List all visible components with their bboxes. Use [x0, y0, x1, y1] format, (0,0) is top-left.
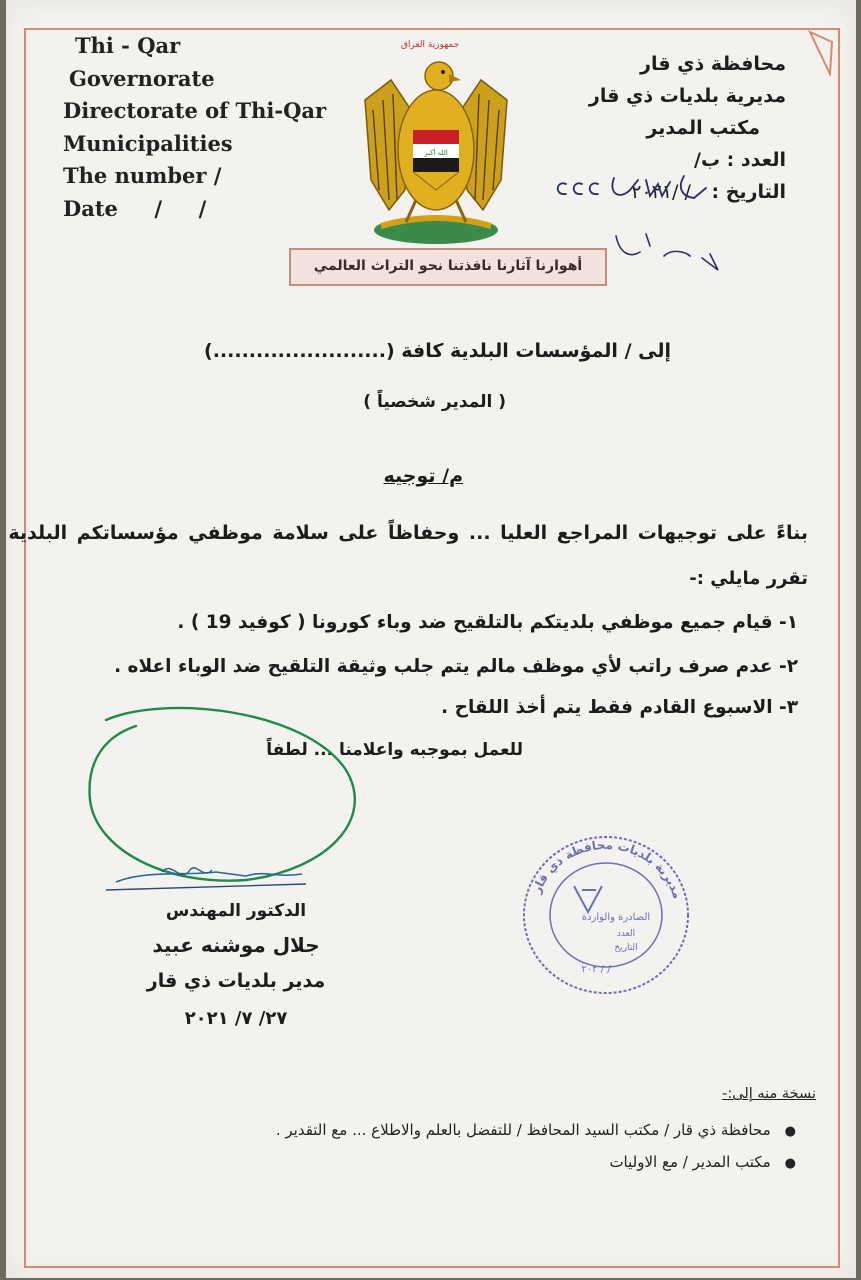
stamp-inner-text: الصادرة والواردة	[581, 912, 651, 923]
signatory-title: الدكتور المهندس	[165, 901, 307, 921]
en-header-line: Date / /	[63, 195, 207, 221]
list-item	[276, 1147, 796, 1179]
office-name: مكتب المدير	[646, 117, 760, 139]
governorate-name: محافظة ذي قار	[640, 53, 786, 75]
list-item	[276, 1115, 796, 1147]
handwritten-number	[546, 170, 716, 210]
recipient-line: إلى / المؤسسات البلدية كافة (........................)	[204, 340, 671, 362]
copies-list	[276, 1115, 796, 1179]
directive-item-3: ٣- الاسبوع القادم فقط يتم أخذ اللقاح .	[441, 697, 798, 718]
directorate-name: مديرية بلديات ذي قار	[588, 85, 786, 107]
body-paragraph-line-1: بناءً على توجيهات المراجع العليا ... وحفاظاً على سلامة موظفي مؤسساتكم البلدية	[8, 522, 808, 544]
stamp-number-label: العدد	[616, 929, 636, 939]
copies-heading: نسخة منه إلى:-	[722, 1086, 816, 1102]
date-value: / /٢٠٢١	[631, 181, 691, 203]
en-header-line: Governorate	[69, 65, 215, 91]
motto-banner: أهوارنا آثارنا نافذتنا نحو التراث العالمي	[289, 248, 607, 286]
number-label: العدد : ب/	[694, 149, 786, 171]
signatory-name: جلال موشنه عبيد	[152, 933, 320, 957]
directive-item-2: ٢- عدم صرف راتب لأي موظف مالم يتم جلب وثيقة التلقيح ضد الوباء اعلاه .	[114, 656, 798, 677]
handwritten-date	[606, 226, 726, 276]
english-header	[63, 30, 326, 225]
copy-recipient: مكتب المدير / مع الاوليات	[609, 1153, 771, 1171]
signatory-role: مدير بلديات ذي قار	[146, 970, 326, 992]
stamp-ring-text: مديرية بلديات محافظة ذي قار	[529, 837, 685, 901]
en-header-line: Municipalities	[63, 130, 233, 156]
body-paragraph-line-2: تقرر مايلي :-	[689, 568, 808, 589]
stamp-date-value: ٢٠٢ / /	[581, 964, 611, 975]
letter-paper	[6, 0, 856, 1278]
signature-mark	[76, 700, 366, 900]
attention-line: ( المدير شخصياً )	[363, 392, 506, 412]
en-header-line: Directorate of Thi-Qar	[63, 98, 327, 123]
directive-item-1: ١- قيام جميع موظفي بلديتكم بالتلقيح ضد وباء كورونا ( كوفيد 19 ) .	[177, 612, 798, 633]
emblem-caption: جمهورية العراق	[401, 40, 460, 50]
bullet-icon: ●	[784, 1156, 796, 1171]
official-stamp-icon	[516, 830, 696, 1000]
copy-recipient: محافظة ذي قار / مكتب السيد المحافظ / للتفضل بالعلم والاطلاع ... مع التقدير .	[275, 1121, 771, 1139]
svg-text:مديرية بلديات محافظة ذي قار	[529, 838, 685, 901]
en-header-line: The number /	[63, 163, 222, 188]
closing-line: للعمل بموجبه واعلامنا ... لطفاً	[266, 740, 523, 760]
subject-line: م/ توجيه	[383, 465, 463, 487]
bullet-icon: ●	[784, 1124, 796, 1139]
stamp-date-label: التاريخ	[614, 943, 638, 953]
iraq-eagle-emblem-icon	[361, 40, 511, 250]
signature-date: ٢٧/ ٧/ ٢٠٢١	[184, 1008, 288, 1029]
en-header-line: Thi - Qar	[75, 33, 181, 58]
date-label: التاريخ :	[711, 181, 786, 203]
folded-corner	[808, 30, 834, 76]
signature-block	[116, 895, 356, 1039]
flag-text: الله أكبر	[424, 149, 448, 157]
